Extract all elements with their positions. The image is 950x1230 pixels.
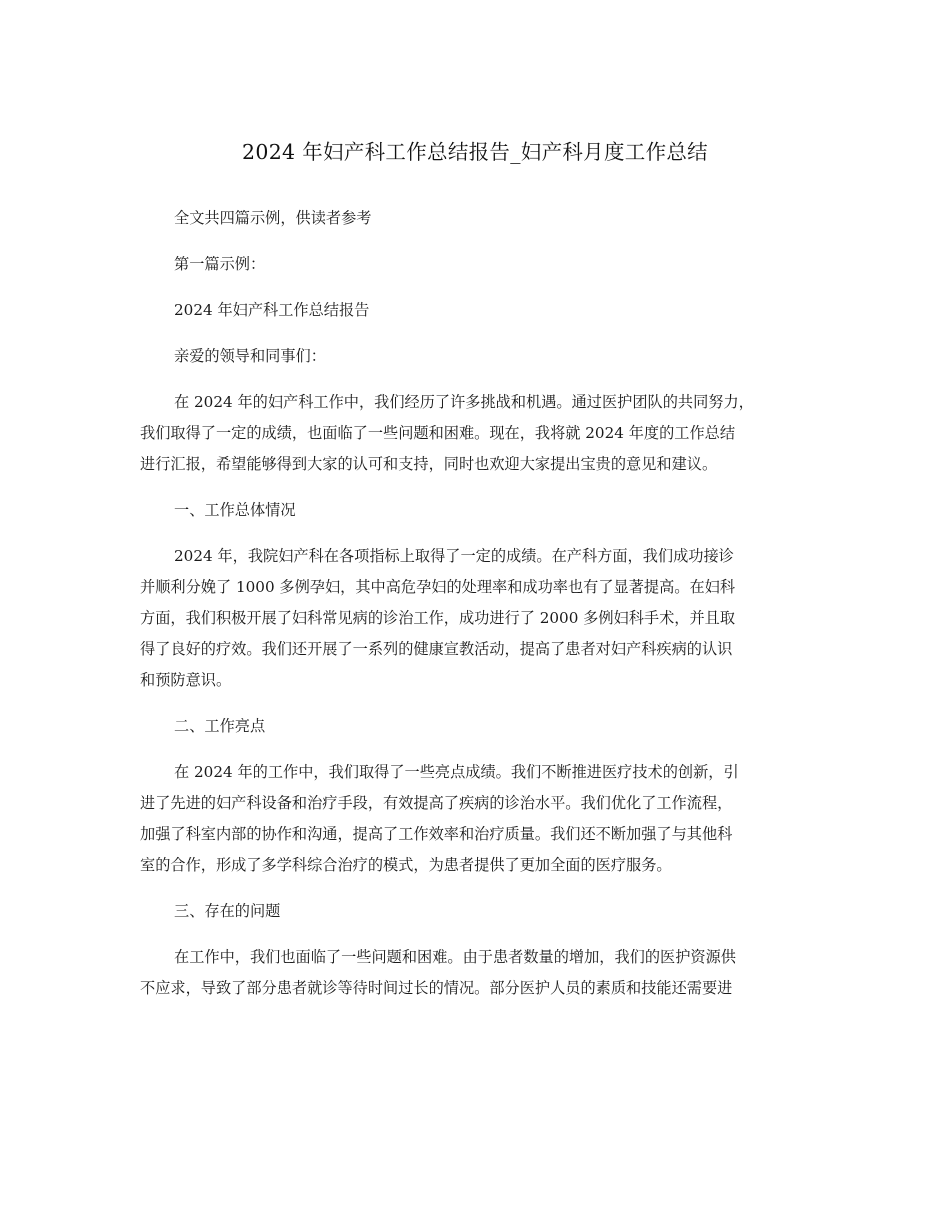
- intro-line: 全文共四篇示例，供读者参考: [174, 208, 372, 227]
- paragraph-highlights: [140, 757, 810, 881]
- paragraph-line: 不应求，导致了部分患者就诊等待时间过长的情况。部分医护人员的素质和技能还需要进: [140, 978, 733, 997]
- paragraph-line: 得了良好的疗效。我们还开展了一系列的健康宣教活动，提高了患者对妇产科疾病的认识: [140, 639, 733, 658]
- paragraph-line: 室的合作，形成了多学科综合治疗的模式，为患者提供了更加全面的医疗服务。: [140, 855, 672, 874]
- paragraph-line: 在 2024 年的妇产科工作中，我们经历了许多挑战和机遇。通过医护团队的共同努力，: [174, 392, 754, 411]
- paragraph-problems: [140, 942, 810, 1004]
- paragraph-line: 加强了科室内部的协作和沟通，提高了工作效率和治疗质量。我们还不断加强了与其他科: [140, 824, 733, 843]
- paragraph-line: 在工作中，我们也面临了一些问题和困难。由于患者数量的增加，我们的医护资源供: [174, 947, 736, 966]
- paragraph-line: 方面，我们积极开展了妇科常见病的诊治工作，成功进行了 2000 多例妇科手术，并且取: [140, 608, 736, 627]
- section-heading: 三、存在的问题: [174, 901, 281, 920]
- example-label: 第一篇示例：: [174, 254, 266, 273]
- paragraph-line: 2024 年，我院妇产科在各项指标上取得了一定的成绩。在产科方面，我们成功接诊: [174, 546, 734, 565]
- paragraph-opening: [140, 387, 810, 480]
- paragraph-line: 和预防意识。: [140, 670, 232, 689]
- section-heading: 二、工作亮点: [174, 716, 266, 735]
- paragraph-line: 并顺利分娩了 1000 多例孕妇，其中高危孕妇的处理率和成功率也有了显著提高。在妇科: [140, 577, 736, 596]
- paragraph-line: 进行汇报，希望能够得到大家的认可和支持，同时也欢迎大家提出宝贵的意见和建议。: [140, 454, 718, 473]
- greeting: 亲爱的领导和同事们：: [174, 346, 326, 365]
- paragraph-overall: [140, 541, 810, 696]
- paragraph-line: 我们取得了一定的成绩，也面临了一些问题和困难。现在，我将就 2024 年度的工作总结: [140, 423, 736, 442]
- report-title: 2024 年妇产科工作总结报告: [174, 300, 370, 319]
- paragraph-line: 进了先进的妇产科设备和治疗手段，有效提高了疾病的诊治水平。我们优化了工作流程，: [140, 793, 733, 812]
- document-page: [140, 140, 810, 1004]
- document-title: 2024 年妇产科工作总结报告_妇产科月度工作总结: [242, 140, 708, 164]
- section-heading: 一、工作总体情况: [174, 500, 296, 519]
- paragraph-line: 在 2024 年的工作中，我们取得了一些亮点成绩。我们不断推进医疗技术的创新，引: [174, 762, 739, 781]
